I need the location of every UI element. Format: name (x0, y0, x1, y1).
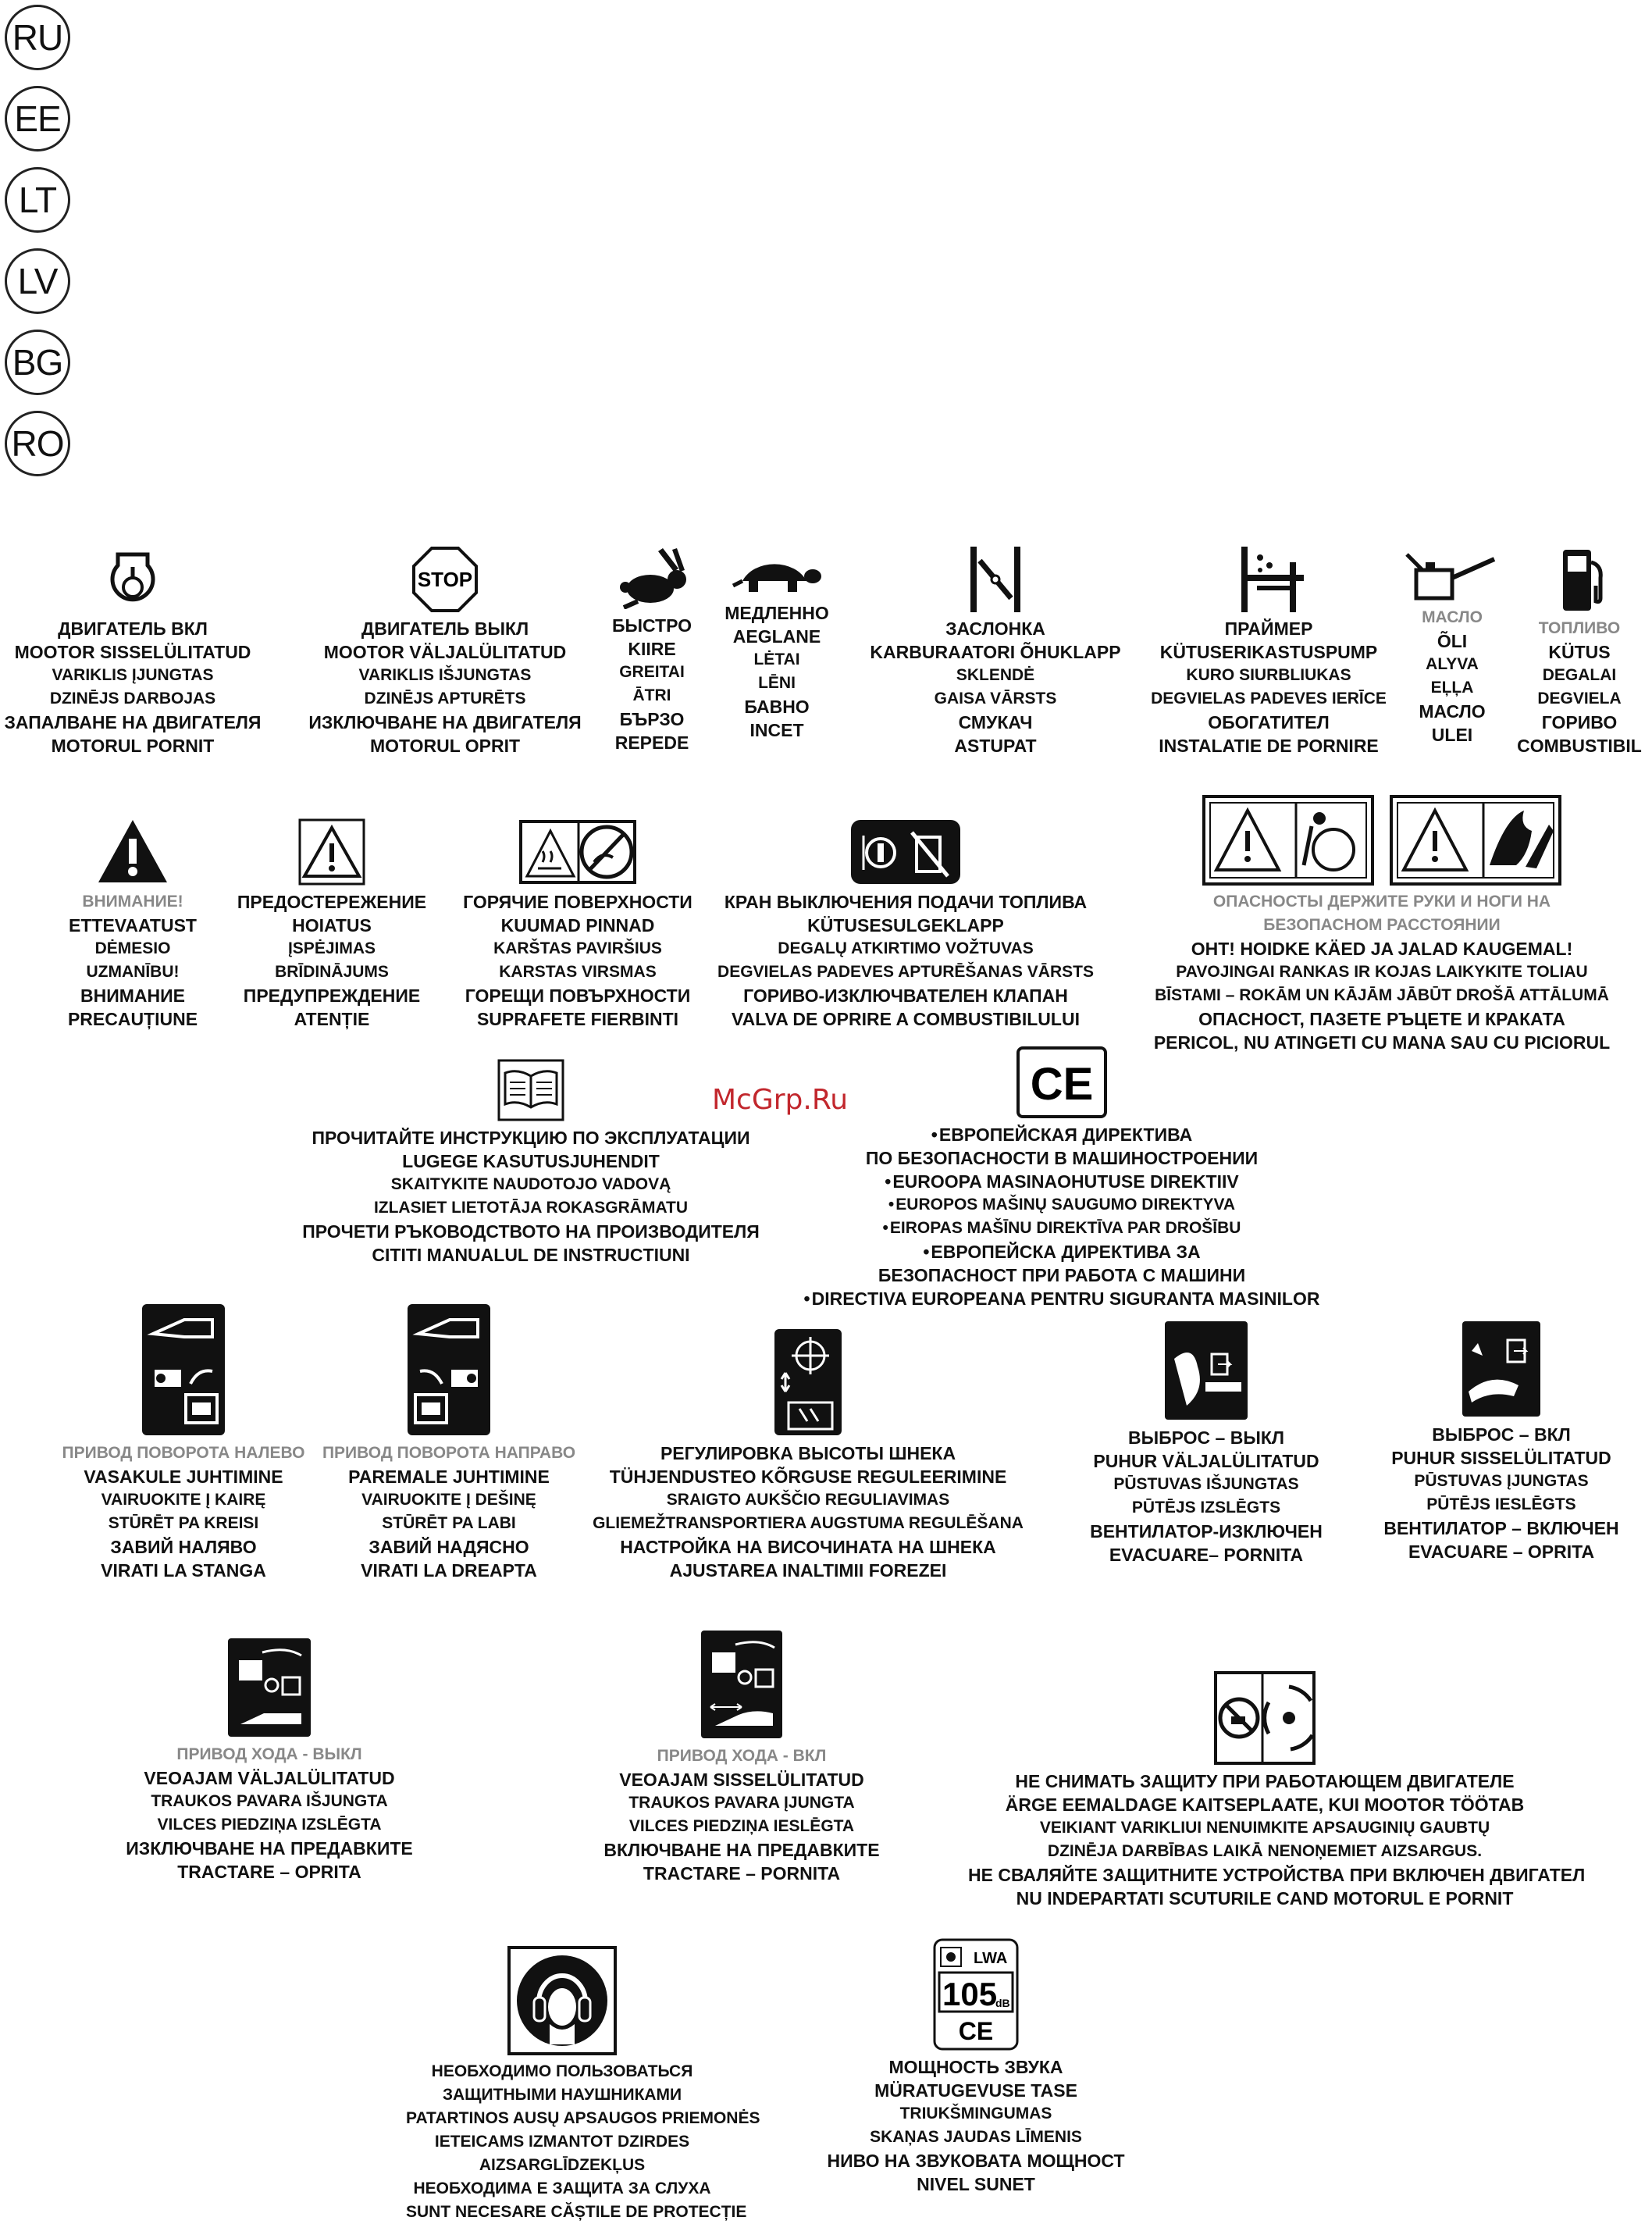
label: ПРЕДОСТЕРЕЖЕНИЕ (237, 892, 427, 912)
label: TÜHJENDUSTEO KÕRGUSE REGULEERIMINE (609, 1467, 1007, 1487)
label: REPEDE (614, 732, 689, 753)
label: ВЫБРОС – ВКЛ (1432, 1424, 1571, 1445)
label: IETEICAMS IZMANTOT DZIRDES (434, 2133, 690, 2151)
label: VALVA DE OPRIRE A COMBUSTIBILULUI (732, 1009, 1080, 1029)
symbol-oil (1405, 547, 1499, 747)
ce-mark-text: CE (958, 2017, 994, 2045)
fuel-valve-icon (710, 818, 1101, 886)
label: GLIEMEŽTRANSPORTIERA AUGSTUMA REGULĒŠANA (593, 1514, 1024, 1532)
label: РЕГУЛИРОВКА ВЫСОТЫ ШНЕКА (660, 1443, 956, 1463)
label: НЕ СВАЛЯЙТЕ ЗАЩИТНИТЕ УСТРОЙСТВА ПРИ ВКЛЮЧЕН ДВИГАТЕЛ (968, 1865, 1586, 1885)
label: ГОРЯЧИЕ ПОВЕРХНОСТИ (463, 892, 692, 912)
label: • EUROOPA MASINAOHUTUSE DIREKTIIV (773, 1170, 1351, 1193)
steer-left-icon (47, 1303, 320, 1437)
symbol-hot-surfaces (445, 818, 710, 1031)
label: ВНИМАНИЕ! (82, 893, 183, 911)
label: KÜTUSERIKASTUSPUMP (1159, 642, 1378, 662)
label: ПРОЧЕТИ РЪКОВОДСТВОТО НА ПРОИЗВОДИТЕЛЯ (302, 1221, 760, 1242)
label: TRACTARE – OPRITA (177, 1862, 361, 1882)
label: ВЕНТИЛАТОР-ИЗКЛЮЧЕН (1090, 1521, 1323, 1541)
label: STŪRĒT PA KREISI (108, 1514, 259, 1532)
label: VEOAJAM SISSELÜLITATUD (619, 1770, 864, 1790)
label: KUUMAD PINNAD (500, 915, 655, 936)
label: VIRATI LA DREAPTA (361, 1560, 537, 1581)
symbol-sound-power (812, 1938, 1140, 2196)
label: ИЗКЛЮЧВАНЕ НА ДВИГАТЕЛЯ (308, 712, 582, 732)
book-icon (273, 1059, 789, 1121)
label: SKAŅAS JAUDAS LĪMENIS (870, 2128, 1082, 2146)
label: TRAUKOS PAVARA ĮJUNGTA (628, 1794, 855, 1812)
label: КРАН ВЫКЛЮЧЕНИЯ ПОДАЧИ ТОПЛИВА (724, 892, 1088, 912)
label: DZINĒJS APTURĒTS (364, 690, 526, 707)
label: LĒNI (758, 674, 796, 692)
label: VASAKULE JUHTIMINE (84, 1467, 283, 1487)
label: MÜRATUGEVUSE TASE (874, 2080, 1077, 2101)
label: ГОРИВО-ИЗКЛЮЧВАТЕЛЕН КЛАПАН (743, 985, 1068, 1006)
label: GREITAI (619, 663, 685, 681)
label: KIIRE (628, 639, 676, 659)
symbol-warning (226, 818, 437, 1031)
watermark: McGrp.Ru (712, 1084, 849, 1116)
symbol-no-guard-removal (968, 1671, 1586, 1910)
label: ULEI (1431, 725, 1473, 745)
label: ЗАВИЙ НАЛЯВО (110, 1537, 257, 1557)
label: ÄRGE EEMALDAGE KAITSEPLAATE, KUI MOOTOR TÖÖTAB (1005, 1795, 1525, 1815)
label: ЗАЩИТНЫМИ НАУШНИКАМИ (442, 2086, 682, 2104)
guard-removal-prohibited-icon (968, 1671, 1561, 1765)
label: DĖMESIO (94, 939, 171, 957)
label: МЕДЛЕННО (725, 603, 829, 623)
label: ATENȚIE (294, 1009, 370, 1029)
label: PUHUR VÄLJALÜLITATUD (1093, 1451, 1319, 1471)
symbol-drive-on (586, 1629, 898, 1885)
label: ДВИГАТЕЛЬ ВЫКЛ (361, 618, 529, 639)
label: TRIUKŠMINGUMAS (899, 2105, 1052, 2122)
label: ВКЛЮЧВАНЕ НА ПРЕДАВКИТЕ (603, 1840, 880, 1860)
hands-feet-danger-icon (1132, 795, 1632, 886)
label: ИЗКЛЮЧВАНЕ НА ПРЕДАВКИТЕ (126, 1838, 413, 1859)
ce-mark-icon (773, 1046, 1351, 1118)
label: • DIRECTIVA EUROPEANA PENTRU SIGURANTA MASINILOR (773, 1287, 1351, 1310)
label: VILCES PIEDZIŅA IZSLĒGTA (157, 1816, 382, 1834)
symbol-keep-hands-away (1132, 795, 1632, 1054)
label: VARIKLIS ĮJUNGTAS (52, 666, 214, 684)
label: PERICOL, NU ATINGETI CU MANA SAU CU PICIORUL (1153, 1032, 1611, 1053)
label: KARŠTAS PAVIRŠIUS (493, 939, 662, 957)
symbol-ce-directive (773, 1046, 1351, 1310)
label: ВЫБРОС – ВЫКЛ (1127, 1427, 1285, 1448)
label: DZINĒJA DARBĪBAS LAIKĀ NENOŅEMIET AIZSARGUS. (1047, 1842, 1483, 1860)
symbol-attention (31, 818, 234, 1031)
label: VEOAJAM VÄLJALÜLITATUD (144, 1768, 395, 1788)
label: HOIATUS (292, 915, 372, 936)
label: ÕLI (1437, 631, 1468, 651)
label: EVACUARE– PORNITA (1109, 1545, 1304, 1565)
label: EĻĻA (1430, 679, 1474, 697)
label: GAISA VĀRSTS (934, 690, 1057, 707)
symbol-slow (710, 547, 843, 742)
label: MOOTOR VÄLJALÜLITATUD (323, 642, 567, 662)
label: • EIROPAS MAŠĪNU DIREKTĪVA PAR DROŠĪBU (773, 1217, 1351, 1240)
symbol-primer (1140, 547, 1397, 757)
label: PAREMALE JUHTIMINE (348, 1467, 550, 1487)
symbol-auger-height (586, 1328, 1031, 1582)
label: ЗАСЛОНКА (945, 618, 1045, 639)
label: НЕОБХОДИМО ПОЛЬЗОВАТЬСЯ (431, 2062, 693, 2080)
label: VEIKIANT VARIKLIUI NENUIMKITE APSAUGINIŲ GAUBTŲ (1039, 1819, 1490, 1837)
primer-icon (1140, 547, 1397, 612)
label: ПРИВОД ХОДА - ВЫКЛ (176, 1745, 362, 1763)
drive-off-icon (117, 1637, 422, 1738)
label: KARBURAATORI ÕHUKLAPP (870, 642, 1121, 662)
label: МАСЛО (1419, 701, 1486, 722)
sound-power-value: 105 (942, 1976, 998, 2012)
label: PŪTĒJS IZSLĒGTS (1131, 1499, 1281, 1517)
drive-on-icon (586, 1629, 898, 1740)
steer-right-icon (312, 1303, 586, 1437)
label: ПРИВОД ПОВОРОТА НАЛЕВО (62, 1444, 305, 1462)
label: ĮSPĖJIMAS (287, 939, 376, 957)
label: DEGVIELAS PADEVES IERĪCE (1151, 690, 1387, 707)
label: PAVOJINGAI RANKAS IR KOJAS LAIKYKITE TOLIAU (1176, 963, 1588, 981)
label: БАВНО (744, 697, 810, 717)
label: • ЕВРОПЕЙСКАЯ ДИРЕКТИВА (773, 1123, 1351, 1146)
hot-surface-icon (445, 818, 710, 886)
discharge-off-icon (1046, 1320, 1366, 1421)
label: MOOTOR SISSELÜLITATUD (14, 642, 251, 662)
label: ДВИГАТЕЛЬ ВКЛ (58, 618, 208, 639)
label: INCET (749, 720, 804, 740)
lang-lv: LV (5, 248, 70, 314)
label: ОБОГАТИТЕЛ (1208, 712, 1330, 732)
label: • EUROPOS MAŠINŲ SAUGUMO DIREKTYVA (773, 1193, 1351, 1217)
label: ЗАВИЙ НАДЯСНО (368, 1537, 529, 1557)
label: NU INDEPARTATI SCUTURILE CAND MOTORUL E PORNIT (1016, 1888, 1514, 1909)
symbol-engine-on (0, 547, 265, 757)
label: PŪSTUVAS ĮJUNGTAS (1414, 1472, 1589, 1490)
label: ПРОЧИТАЙТЕ ИНСТРУКЦИЮ ПО ЭКСПЛУАТАЦИИ (312, 1128, 750, 1148)
discharge-on-icon (1351, 1320, 1652, 1418)
label: ĀTRI (632, 686, 671, 704)
sound-power-icon (812, 1938, 1140, 2051)
label: DEGALAI (1542, 666, 1617, 684)
label: ПО БЕЗОПАСНОСТИ В МАШИНОСТРОЕНИИ (865, 1148, 1259, 1168)
label: TRACTARE – PORNITA (643, 1863, 841, 1884)
label: EVACUARE – OPRITA (1408, 1541, 1595, 1562)
label: IZLASIET LIETOTĀJA ROKASGRĀMATU (373, 1199, 689, 1217)
label: ЗАПАЛВАНЕ НА ДВИГАТЕЛЯ (4, 712, 262, 732)
label: LUGEGE KASUTUSJUHENDIT (402, 1151, 660, 1171)
label: ОПАСНОСТ, ПАЗЕТЕ РЪЦЕТЕ И КРАКАТА (1198, 1009, 1565, 1029)
label: НЕОБХОДИМА Е ЗАЩИТА ЗА СЛУХА (413, 2179, 711, 2197)
label: SUPRAFETE FIERBINTI (476, 1009, 679, 1029)
label: SRAIGTO AUKŠČIO REGULIAVIMAS (666, 1491, 950, 1509)
label: BRĪDINĀJUMS (275, 963, 389, 981)
label: KARSTAS VIRSMAS (499, 963, 657, 981)
label: PUHUR SISSELÜLITATUD (1391, 1448, 1611, 1468)
symbol-turn-left (47, 1303, 320, 1582)
stop-icon (297, 547, 593, 612)
label: БЪРЗО (619, 709, 685, 729)
label: • ЕВРОПЕЙСКА ДИРЕКТИВА ЗА (773, 1240, 1351, 1263)
symbol-ear-protection (406, 1946, 760, 2224)
label: CITITI MANUALUL DE INSTRUCTIUNI (372, 1245, 690, 1265)
choke-icon (851, 547, 1140, 612)
label: DEGVIELAS PADEVES APTURĒŠANAS VĀRSTS (717, 963, 1094, 981)
label: МОЩНОСТЬ ЗВУКА (888, 2057, 1063, 2077)
label: ГОРИВО (1541, 712, 1618, 732)
label: KÜTUSESULGEKLAPP (807, 915, 1004, 936)
lwa-label: LWA (974, 1950, 1008, 1967)
label: AJUSTAREA INALTIMII FOREZEI (669, 1560, 947, 1581)
label: МАСЛО (1422, 608, 1483, 626)
label: ПРАЙМЕР (1224, 618, 1313, 639)
label: UZMANĪBU! (86, 963, 180, 981)
auger-height-icon (586, 1328, 1031, 1437)
label: SKAITYKITE NAUDOTOJO VADOVĄ (390, 1175, 671, 1193)
symbol-fuel-valve (710, 818, 1101, 1031)
label: ALYVA (1426, 655, 1479, 673)
lang-lt: LT (5, 167, 70, 233)
label: ETTEVAATUST (69, 915, 197, 936)
label: MOTORUL PORNIT (51, 736, 215, 756)
label: ASTUPAT (954, 736, 1037, 756)
label: ПРИВОД ПОВОРОТА НАПРАВО (322, 1444, 576, 1462)
label: PŪSTUVAS IŠJUNGTAS (1113, 1475, 1299, 1493)
label: OHT! HOIDKE KÄED JA JALAD KAUGEMAL! (1191, 939, 1573, 959)
symbol-choke (851, 547, 1140, 757)
label: ТОПЛИВО (1538, 619, 1621, 637)
label: БЫСТРО (611, 615, 692, 636)
label: БЕЗОПАСНОСТ ПРИ РАБОТА С МАШИНИ (878, 1265, 1246, 1285)
label: СМУКАЧ (958, 712, 1033, 732)
symbol-discharge-on (1351, 1320, 1652, 1563)
label: НИВО НА ЗВУКОВАТА МОЩНОСТ (827, 2151, 1125, 2171)
label: VILCES PIEDZIŅA IESLĒGTA (628, 1817, 855, 1835)
label: БЕЗОПАСНОМ РАССТОЯНИИ (1263, 916, 1501, 934)
label: VAIRUOKITE Į DEŠINĘ (361, 1491, 536, 1509)
label: KÜTUS (1548, 642, 1611, 662)
label: PATARTINOS AUSŲ APSAUGOS PRIEMONĖS (406, 2109, 760, 2127)
lang-ru: RU (5, 5, 70, 70)
lang-ro: RO (5, 411, 70, 476)
symbol-drive-off (117, 1637, 422, 1884)
sound-power-unit: dB (995, 1997, 1010, 2009)
label: KURO SIURBLIUKAS (1186, 666, 1351, 684)
oil-can-icon (1405, 547, 1499, 601)
label: НАСТРОЙКА НА ВИСОЧИНАТА НА ШНЕКА (620, 1537, 996, 1557)
symbol-fuel (1507, 547, 1652, 757)
label: SKLENDĖ (956, 666, 1035, 684)
label: INSTALATIE DE PORNIRE (1159, 736, 1379, 756)
label: AIZSARGLĪDZEKĻUS (479, 2156, 646, 2174)
fuel-pump-icon (1507, 547, 1652, 612)
symbol-read-manual (273, 1059, 789, 1267)
label: COMBUSTIBIL (1517, 736, 1642, 756)
ce-mark-text: CE (1030, 1059, 1094, 1110)
warning-triangle-icon (226, 818, 437, 886)
label: ПРЕДУПРЕЖДЕНИЕ (243, 985, 421, 1006)
label: DZINĒJS DARBOJAS (49, 690, 216, 707)
label: DEGALŲ ATKIRTIMO VOŽTUVAS (778, 939, 1034, 957)
label: PRECAUȚIUNE (67, 1009, 198, 1029)
exclamation-icon (31, 818, 234, 886)
rabbit-icon (601, 547, 703, 609)
label: MOTORUL OPRIT (369, 736, 521, 756)
symbol-engine-off (297, 547, 593, 757)
label: STŪRĒT PA LABI (382, 1514, 516, 1532)
label: VAIRUOKITE Į KAIRĘ (101, 1491, 266, 1509)
label: ОПАСНОСТЫ ДЕРЖИТЕ РУКИ И НОГИ НА (1212, 893, 1551, 911)
symbol-turn-right (312, 1303, 586, 1582)
symbol-discharge-off (1046, 1320, 1366, 1566)
stop-text: STOP (417, 568, 473, 591)
label: PŪTĒJS IESLĒGTS (1426, 1495, 1576, 1513)
label: LĖTAI (753, 650, 800, 668)
label: VIRATI LA STANGA (101, 1560, 266, 1581)
label: AEGLANE (732, 626, 821, 647)
label: ВНИМАНИЕ (80, 985, 185, 1006)
lang-bg: BG (5, 330, 70, 395)
symbol-fast (601, 547, 703, 754)
lang-ee: EE (5, 86, 70, 151)
label: SUNT NECESARE CĂȘTILE DE PROTECȚIE (406, 2203, 747, 2221)
label: NIVEL SUNET (917, 2174, 1035, 2194)
label: ВЕНТИЛАТОР – ВКЛЮЧЕН (1383, 1518, 1619, 1538)
ear-protection-icon (406, 1946, 718, 2055)
label: BĪSTAMI – ROKĀM UN KĀJĀM JĀBŪT DROŠĀ ATTĀLUMĀ (1155, 986, 1609, 1004)
label: ПРИВОД ХОДА - ВКЛ (657, 1747, 827, 1765)
engine-key-on-icon (0, 547, 265, 612)
turtle-icon (710, 547, 843, 597)
label: НЕ СНИМАТЬ ЗАЩИТУ ПРИ РАБОТАЮЩЕМ ДВИГАТЕЛЕ (1015, 1771, 1515, 1791)
label: DEGVIELA (1537, 690, 1622, 707)
label: VARIKLIS IŠJUNGTAS (358, 666, 532, 684)
label: ГОРЕЩИ ПОВЪРХНОСТИ (465, 985, 691, 1006)
label: TRAUKOS PAVARA IŠJUNGTA (151, 1792, 388, 1810)
